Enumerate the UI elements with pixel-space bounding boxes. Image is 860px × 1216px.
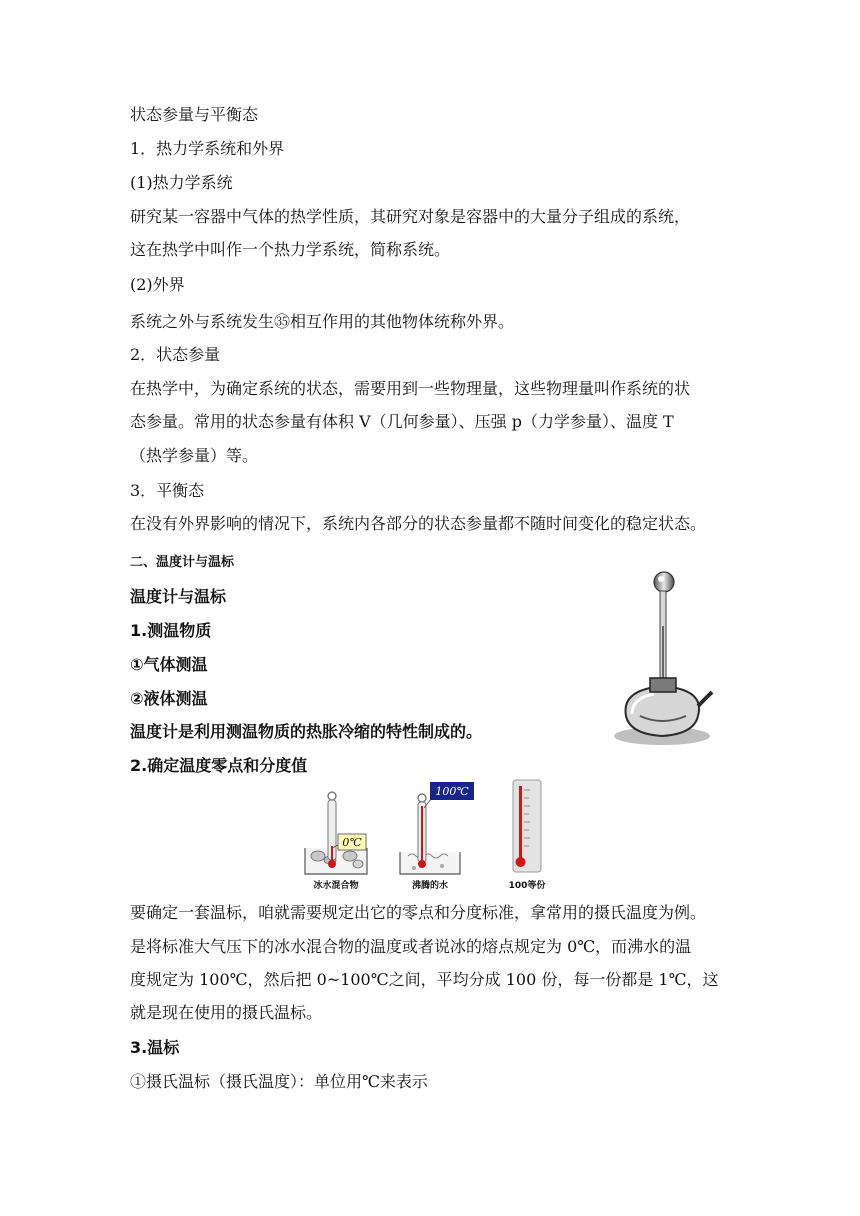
- heading-medium: 1.测温物质: [130, 621, 212, 640]
- heading-zero-point: 2.确定温度零点和分度值: [130, 756, 308, 775]
- paragraph-line: （热学参量）等。: [130, 446, 259, 465]
- heading-temperature-scale: 3.温标: [130, 1038, 180, 1057]
- scale-caption: 100等份: [508, 881, 546, 891]
- paragraph-line: 系统之外与系统发生㉟相互作用的其他物体统称外界。: [130, 312, 515, 331]
- paragraph-line: 度规定为 100℃，然后把 0~100℃之间，平均分成 100 份，每一份都是 1℃，这: [130, 970, 719, 989]
- zero-label: 0℃: [342, 836, 362, 849]
- paragraph-line: 在没有外界影响的情况下，系统内各部分的状态参量都不随时间变化的稳定状态。: [130, 514, 707, 533]
- scale-thermometer: [509, 780, 546, 891]
- heading-equilibrium: 3．平衡态: [130, 481, 205, 500]
- heading-state-parameters: 2．状态参量: [130, 345, 221, 364]
- paragraph-line: 温度计是利用测温物质的热胀冷缩的特性制成的。: [130, 722, 483, 741]
- paragraph-line: 这在热学中叫作一个热力学系统，简称系统。: [130, 240, 451, 259]
- thermometer-calibration-figure: [300, 776, 570, 894]
- paragraph-line: 要确定一套温标，咱就需要规定出它的零点和分度标准，拿常用的摄氏温度为例。: [130, 903, 707, 922]
- ice-water-thermometer: [305, 792, 367, 891]
- hundred-label: 100℃: [435, 785, 469, 798]
- subheading-surroundings: (2)外界: [130, 275, 185, 294]
- section-title: 温度计与温标: [130, 587, 227, 606]
- paragraph-line: 态参量。常用的状态参量有体积 V（几何参量）、压强 p（力学参量）、温度 T: [130, 412, 674, 431]
- section-heading: 二、温度计与温标: [130, 555, 235, 570]
- list-item: ②液体测温: [130, 689, 208, 708]
- boiling-water-caption: 沸腾的水: [411, 881, 449, 891]
- heading-thermo-system: 1．热力学系统和外界: [130, 139, 285, 158]
- subheading-system: (1)热力学系统: [130, 173, 233, 192]
- paragraph-line: 就是现在使用的摄氏温标。: [130, 1003, 323, 1022]
- list-item: ①气体测温: [130, 655, 208, 674]
- paragraph-line: 在热学中，为确定系统的状态，需要用到一些物理量，这些物理量叫作系统的状: [130, 379, 691, 398]
- section-title: 状态参量与平衡态: [130, 105, 259, 124]
- boiling-water-thermometer: [400, 782, 474, 891]
- gas-thermometer-image: [610, 566, 715, 748]
- list-item: ①摄氏温标（摄氏温度）：单位用℃来表示: [130, 1072, 428, 1091]
- ice-water-caption: 冰水混合物: [313, 881, 359, 891]
- paragraph-line: 研究某一容器中气体的热学性质，其研究对象是容器中的大量分子组成的系统，: [130, 207, 691, 226]
- paragraph-line: 是将标准大气压下的冰水混合物的温度或者说冰的熔点规定为 0℃，而沸水的温: [130, 937, 692, 956]
